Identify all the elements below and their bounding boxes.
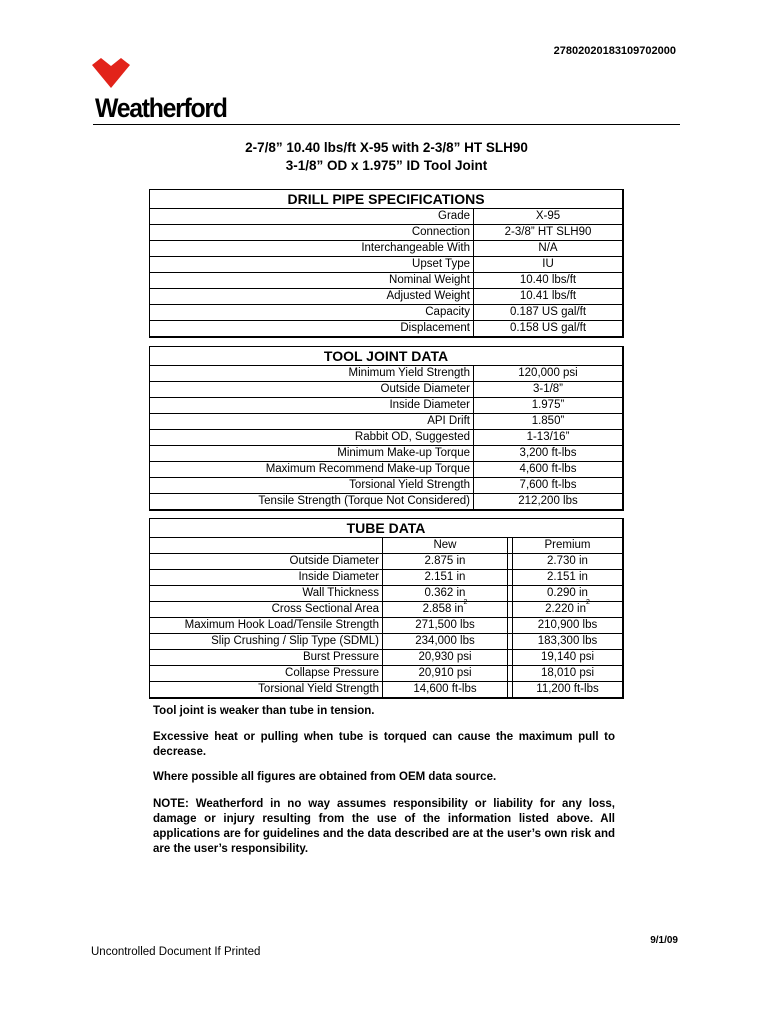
value-new: [383, 599, 508, 617]
row-label: [150, 538, 383, 553]
row-label: Torsional Yield Strength: [150, 478, 474, 493]
superscript: 2: [463, 599, 468, 606]
row-value: 1-13/16”: [526, 431, 570, 443]
value-premium: 0.290 in: [547, 587, 588, 599]
page-title-line-2: 3-1/8” OD x 1.975” ID Tool Joint: [285, 158, 488, 173]
page-title-line-1: 2-7/8” 10.40 lbs/ft X-95 with 2-3/8” HT SLH90: [245, 140, 528, 155]
table-row: [150, 682, 622, 697]
value-new: 2.151 in: [383, 570, 508, 585]
drill-pipe-specifications-table: [149, 189, 624, 338]
table-row: [150, 225, 622, 241]
value-text: 2.220 in: [545, 603, 587, 615]
tool-joint-data-table: [149, 346, 624, 511]
table-row: [150, 430, 622, 446]
footer-uncontrolled-notice: Uncontrolled Document If Printed: [91, 946, 261, 958]
value-premium: 210,900 lbs: [537, 619, 598, 631]
row-label: Inside Diameter: [150, 398, 474, 413]
row-label: Maximum Hook Load/Tensile Strength: [150, 618, 383, 633]
column-header-new: New: [383, 538, 508, 553]
row-value: 10.41 lbs/ft: [519, 290, 577, 302]
footer-date: 9/1/09: [650, 935, 678, 946]
row-label: Rabbit OD, Suggested: [150, 430, 474, 445]
value-premium: [513, 599, 622, 617]
value-new: 234,000 lbs: [383, 634, 508, 649]
table-row: [150, 494, 622, 509]
table-row: [150, 634, 622, 650]
value-premium: 2.730 in: [547, 555, 588, 567]
row-value: 4,600 ft-lbs: [519, 463, 577, 475]
row-value: 3-1/8”: [532, 383, 564, 395]
table-row: [150, 257, 622, 273]
row-value: N/A: [538, 242, 558, 254]
superscript: 2: [586, 599, 590, 606]
row-label: Tensile Strength (Torque Not Considered): [150, 494, 474, 509]
brand-name: Weatherford: [95, 93, 227, 123]
table-row: [150, 209, 622, 225]
value-new: 14,600 ft-lbs: [383, 682, 508, 697]
drill-pipe-heading: DRILL PIPE SPECIFICATIONS: [150, 190, 622, 209]
table-row: [150, 618, 622, 634]
value-premium: 19,140 psi: [540, 651, 595, 663]
table-row: [150, 382, 622, 398]
table-row: [150, 446, 622, 462]
tube-heading: TUBE DATA: [150, 519, 622, 538]
table-row: [150, 366, 622, 382]
row-value: 10.40 lbs/ft: [519, 274, 577, 286]
value-premium: 183,300 lbs: [537, 635, 598, 647]
row-label: Interchangeable With: [150, 241, 474, 256]
row-value: IU: [542, 258, 554, 270]
row-label: Outside Diameter: [150, 382, 474, 397]
row-value: 3,200 ft-lbs: [519, 447, 577, 459]
row-label: Upset Type: [150, 257, 474, 272]
note-oem-source: Where possible all figures are obtained from OEM data source.: [153, 771, 497, 783]
row-label: Maximum Recommend Make-up Torque: [150, 462, 474, 477]
table-row: [150, 414, 622, 430]
value-new: 2.875 in: [383, 554, 508, 569]
row-label: Displacement: [150, 321, 474, 336]
table-row: [150, 478, 622, 494]
value-premium: 11,200 ft-lbs: [536, 683, 599, 695]
value-text: 2.858 in: [422, 603, 464, 615]
table-row: [150, 570, 622, 586]
row-label: Nominal Weight: [150, 273, 474, 288]
weatherford-logo-icon: [90, 57, 132, 89]
table-row: [150, 241, 622, 257]
value-new: 271,500 lbs: [383, 618, 508, 633]
row-value: X-95: [535, 210, 561, 222]
table-row: [150, 554, 622, 570]
row-value: 120,000 psi: [518, 367, 578, 379]
row-label: Inside Diameter: [150, 570, 383, 585]
row-label: Cross Sectional Area: [150, 602, 383, 617]
row-value: 1.850”: [531, 415, 565, 427]
note-excessive-heat: Excessive heat or pulling when tube is torqued can cause the maximum pull to decrease.: [153, 731, 615, 758]
tool-joint-heading: TOOL JOINT DATA: [150, 347, 622, 366]
note-tool-joint: Tool joint is weaker than tube in tension.: [153, 705, 375, 717]
value-new: 20,910 psi: [383, 666, 508, 681]
table-row: [150, 599, 622, 618]
table-row: [150, 666, 622, 682]
document-id: 27802020183109702000: [553, 45, 676, 57]
row-label: Grade: [150, 209, 474, 224]
table-row: [150, 273, 622, 289]
row-label: Minimum Make-up Torque: [150, 446, 474, 461]
row-value: 1.975”: [531, 399, 565, 411]
header-divider: [93, 124, 680, 125]
row-label: Burst Pressure: [150, 650, 383, 665]
row-label: Minimum Yield Strength: [150, 366, 474, 381]
value-new: 0.362 in: [383, 586, 508, 601]
note-disclaimer: NOTE: Weatherford in no way assumes responsibility or liability for any loss, damage or injury resulting from the use of the information listed above. All applications are for guidelines and the data described are at the user’s own risk and are the user’s responsibility.: [153, 798, 615, 855]
row-value: 7,600 ft-lbs: [519, 479, 577, 491]
row-value: 0.158 US gal/ft: [509, 322, 587, 334]
table-row: [150, 586, 622, 602]
table-row: [150, 305, 622, 321]
row-label: Torsional Yield Strength: [150, 682, 383, 697]
row-value: 0.187 US gal/ft: [509, 306, 587, 318]
row-label: Connection: [150, 225, 474, 240]
table-row: [150, 398, 622, 414]
tube-column-header-row: [150, 538, 622, 554]
table-row: [150, 650, 622, 666]
row-label: Capacity: [150, 305, 474, 320]
table-row: [150, 462, 622, 478]
row-label: Collapse Pressure: [150, 666, 383, 681]
row-label: API Drift: [150, 414, 474, 429]
row-label: Adjusted Weight: [150, 289, 474, 304]
row-value: 212,200 lbs: [518, 495, 578, 507]
row-value: 2-3/8” HT SLH90: [504, 226, 592, 238]
row-label: Outside Diameter: [150, 554, 383, 569]
value-premium: 2.151 in: [547, 571, 588, 583]
value-new: 20,930 psi: [383, 650, 508, 665]
tube-data-table: [149, 518, 624, 699]
table-row: [150, 321, 622, 336]
column-header-premium: Premium: [544, 539, 591, 551]
table-row: [150, 289, 622, 305]
row-label: Slip Crushing / Slip Type (SDML): [150, 634, 383, 649]
value-premium: 18,010 psi: [540, 667, 595, 679]
row-label: Wall Thickness: [150, 586, 383, 601]
